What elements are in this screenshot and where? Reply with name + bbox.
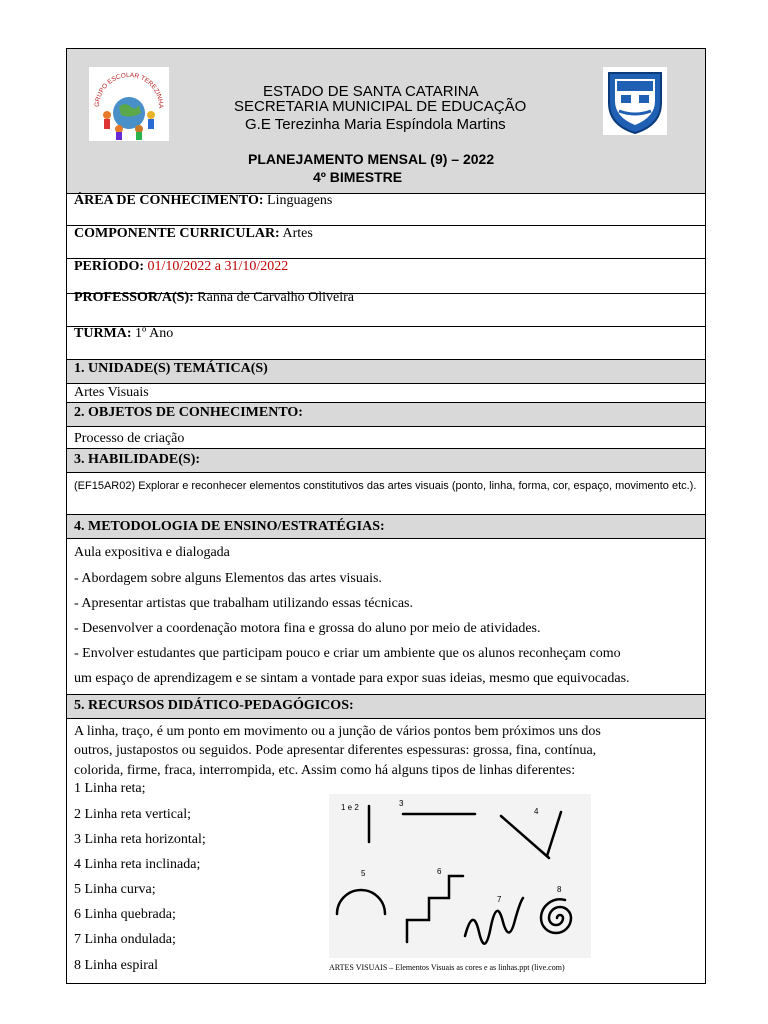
row-area (67, 193, 705, 226)
metodologia-line: - Desenvolver a coordenação motora fina e grossa do aluno por meio de atividades. (74, 621, 541, 636)
line-type-item: 2 Linha reta vertical; (74, 807, 191, 822)
line-type-item: 3 Linha reta horizontal; (74, 832, 206, 847)
professor-label: PROFESSOR/A(S): (74, 290, 194, 305)
section-unidade-body (67, 384, 705, 403)
componente-value: Artes (279, 226, 313, 241)
section-habilidade-body (67, 473, 705, 515)
figure-label: 3 (399, 799, 404, 808)
area-label: ÁREA DE CONHECIMENTO: (74, 193, 264, 208)
inclined-line-shape (501, 816, 549, 858)
turma-label: TURMA: (74, 326, 132, 341)
line-type-item: 5 Linha curva; (74, 882, 156, 897)
section-unidade-header (67, 360, 705, 384)
school-logo (89, 67, 169, 141)
figure-caption: ARTES VISUAIS – Elementos Visuais as cores e as linhas.ppt (live.com) (329, 963, 565, 972)
broken-line-shape (407, 876, 463, 942)
objetos-value: Processo de criação (74, 431, 185, 446)
line-type-item: 8 Linha espiral (74, 958, 158, 973)
recursos-intro-line: A linha, traço, é um ponto em movimento ou a junção de vários pontos bem próximos uns dos (74, 724, 601, 739)
metodologia-line: - Apresentar artistas que trabalham utilizando essas técnicas. (74, 596, 413, 611)
document-subtitle: 4º BIMESTRE (313, 169, 403, 185)
document-header (67, 49, 705, 194)
header-state: ESTADO DE SANTA CATARINA (263, 83, 479, 100)
figure-label: 4 (534, 807, 539, 816)
header-secretaria: SECRETARIA MUNICIPAL DE EDUCAÇÃO (234, 98, 527, 115)
metodologia-title: 4. METODOLOGIA DE ENSINO/ESTRATÉGIAS: (74, 519, 385, 534)
periodo-label: PERÍODO: (74, 259, 144, 274)
recursos-intro-line: outros, justapostos ou seguidos. Pode apresentar diferentes espessuras: grossa, fina, contínua, (74, 743, 597, 758)
line-type-item: 1 Linha reta; (74, 781, 146, 796)
municipal-crest (603, 67, 667, 135)
row-turma (67, 327, 705, 360)
line-type-item: 6 Linha quebrada; (74, 907, 176, 922)
line-type-item: 7 Linha ondulada; (74, 932, 176, 947)
logo-text: GRUPO ESCOLAR TEREZINHA (93, 71, 165, 109)
document-title: PLANEJAMENTO MENSAL (9) – 2022 (248, 151, 495, 167)
metodologia-line: Aula expositiva e dialogada (74, 545, 230, 560)
turma-value: 1º Ano (131, 326, 174, 341)
figure-label: 6 (437, 867, 442, 876)
metodologia-line: - Abordagem sobre alguns Elementos das artes visuais. (74, 571, 382, 586)
spiral-line-shape (541, 899, 571, 933)
metodologia-line: um espaço de aprendizagem e se sintam a vontade para expor suas ideias, mesmo que equivocadas. (74, 671, 630, 686)
professor-value: Ranna de Carvalho Oliveira (193, 290, 354, 305)
section-habilidade-header (67, 449, 705, 473)
recursos-intro-line: colorida, firme, fraca, interrompida, etc. Assim como há alguns tipos de linhas diferentes: (74, 763, 576, 778)
planning-document (66, 48, 706, 984)
line-types-figure (329, 794, 591, 958)
periodo-value: 01/10/2022 a 31/10/2022 (144, 259, 289, 274)
section-objetos-body (67, 427, 705, 449)
row-periodo (67, 259, 705, 294)
header-school: G.E Terezinha Maria Espíndola Martins (245, 116, 506, 133)
objetos-title: 2. OBJETOS DE CONHECIMENTO: (74, 405, 303, 420)
unidade-title: 1. UNIDADE(S) TEMÁTICA(S) (74, 361, 268, 376)
figure-label: 5 (361, 869, 366, 878)
row-professor (67, 290, 705, 327)
componente-label: COMPONENTE CURRICULAR: (74, 226, 280, 241)
wavy-line-shape (465, 898, 523, 944)
recursos-title: 5. RECURSOS DIDÁTICO-PEDAGÓGICOS: (74, 698, 354, 713)
section-objetos-header (67, 403, 705, 427)
section-metodologia-body (67, 539, 705, 695)
figure-label: 1 e 2 (341, 803, 359, 812)
metodologia-line: - Envolver estudantes que participam pouco e criar um ambiente que os alunos reconheçam como (74, 646, 621, 661)
habilidade-title: 3. HABILIDADE(S): (74, 452, 201, 467)
unidade-value: Artes Visuais (74, 385, 149, 400)
area-value: Linguagens (263, 193, 333, 208)
section-metodologia-header (67, 515, 705, 539)
figure-label: 7 (497, 895, 502, 904)
inclined-line-shape (547, 812, 561, 856)
habilidade-value: (EF15AR02) Explorar e reconhecer elementos constitutivos das artes visuais (ponto, linha, forma, cor, espaço, movimento etc.). (74, 480, 697, 492)
figure-label: 8 (557, 885, 562, 894)
row-componente (67, 226, 705, 259)
section-recursos-header (67, 695, 705, 719)
line-type-item: 4 Linha reta inclinada; (74, 857, 201, 872)
curved-line-shape (337, 890, 385, 914)
